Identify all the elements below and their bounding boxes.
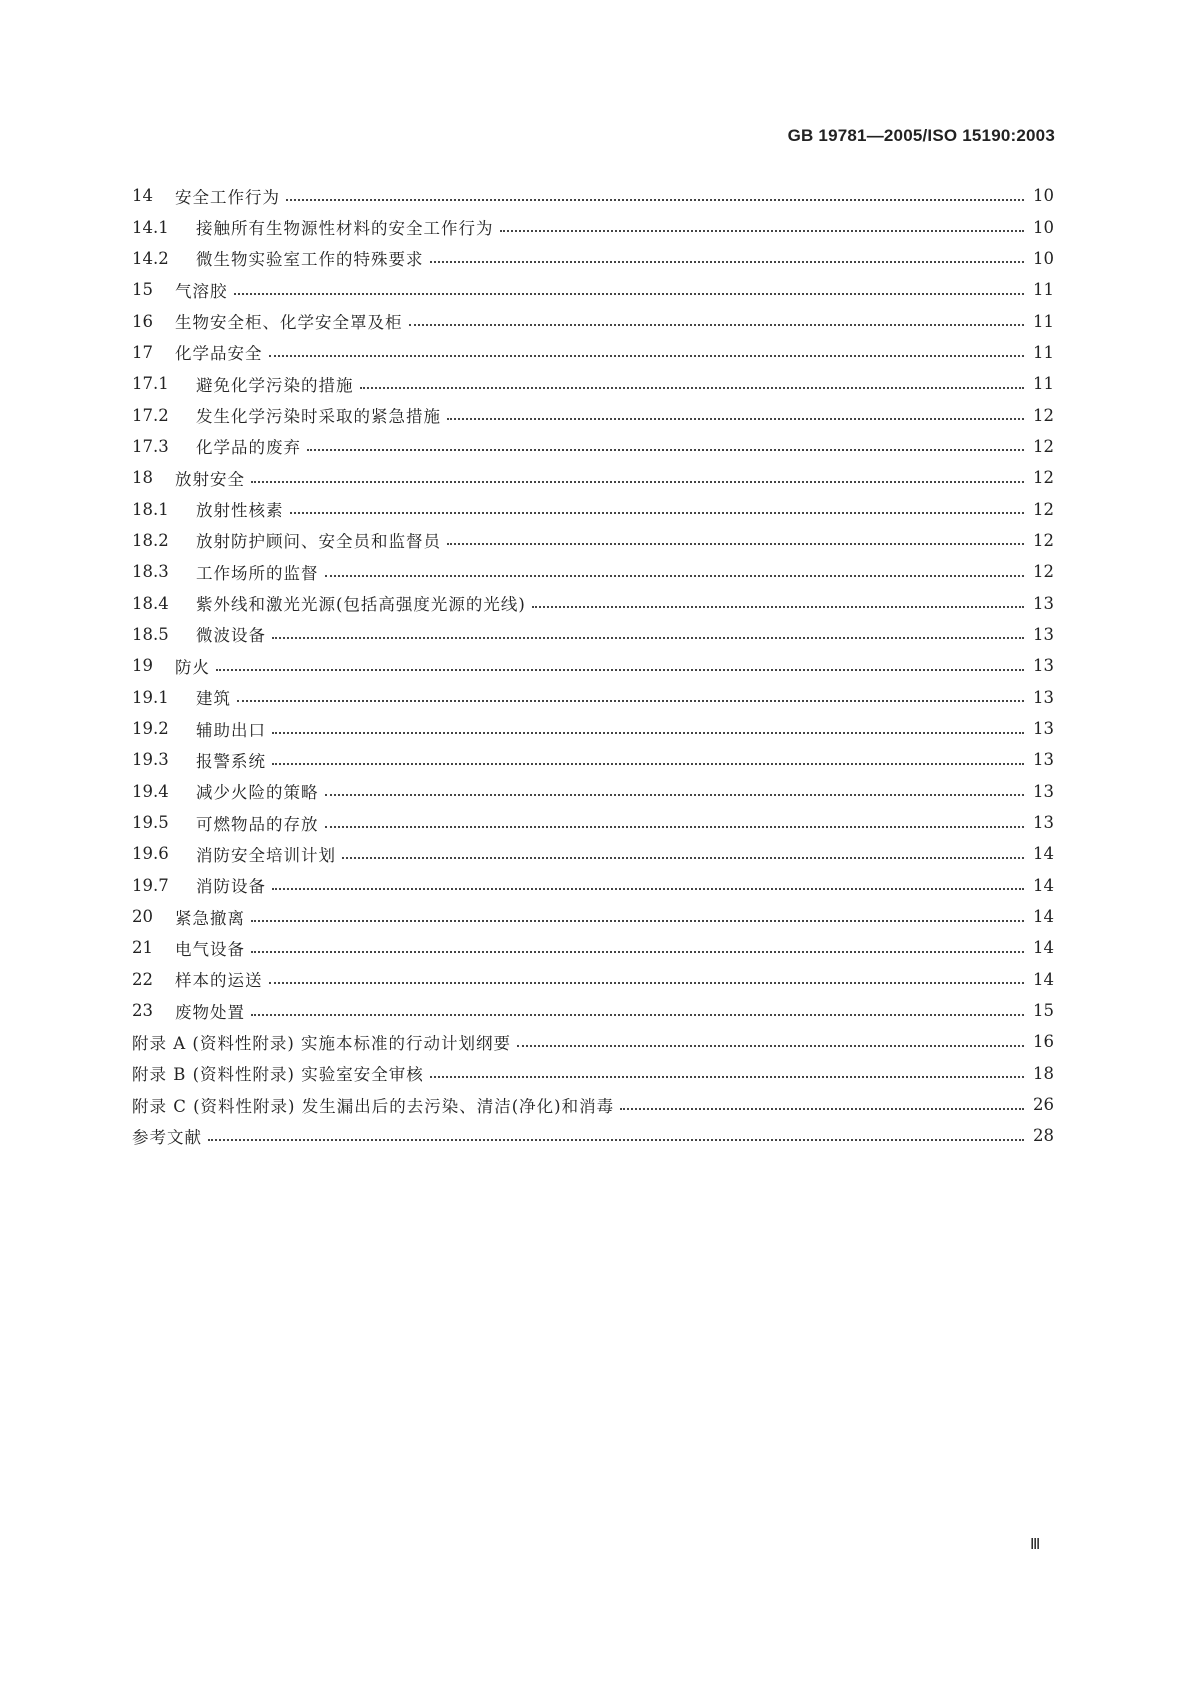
toc-entry-number: 14.1 bbox=[132, 217, 169, 237]
toc-entry-number: 17.3 bbox=[132, 436, 169, 456]
toc-entry-number: 21 bbox=[132, 938, 153, 958]
toc-entry-number: 14.2 bbox=[132, 248, 169, 268]
dot-leader bbox=[251, 909, 1024, 925]
toc-entry-title: 电气设备 bbox=[175, 939, 245, 959]
dot-leader bbox=[237, 689, 1024, 705]
toc-entry-title: 紫外线和激光光源(包括高强度光源的光线) bbox=[196, 595, 526, 615]
toc-entry[interactable] bbox=[132, 587, 1054, 618]
toc-entry-page: 13 bbox=[1033, 750, 1054, 770]
toc-entry[interactable] bbox=[132, 1058, 1054, 1089]
toc-entry[interactable] bbox=[132, 964, 1054, 995]
toc-entry-title: 辅助出口 bbox=[196, 720, 266, 740]
dot-leader bbox=[272, 752, 1024, 768]
toc-entry[interactable] bbox=[132, 243, 1054, 274]
toc-entry[interactable] bbox=[132, 776, 1054, 807]
toc-entry-title: 防火 bbox=[175, 657, 210, 677]
toc-entry[interactable] bbox=[132, 1120, 1054, 1151]
toc-entry-page: 28 bbox=[1033, 1126, 1054, 1146]
dot-leader bbox=[620, 1097, 1024, 1113]
dot-leader bbox=[251, 1003, 1024, 1019]
toc-entry-page: 13 bbox=[1033, 656, 1054, 676]
dot-leader bbox=[430, 1065, 1024, 1081]
toc-entry-title: 接触所有生物源性材料的安全工作行为 bbox=[196, 219, 494, 239]
dot-leader bbox=[286, 188, 1024, 204]
dot-leader bbox=[272, 721, 1024, 737]
toc-entry[interactable] bbox=[132, 368, 1054, 399]
toc-entry-page: 13 bbox=[1033, 781, 1054, 801]
toc-entry-page: 26 bbox=[1033, 1095, 1054, 1115]
toc-entry[interactable] bbox=[132, 870, 1054, 901]
toc-entry-number: 19.2 bbox=[132, 719, 169, 739]
toc-entry[interactable] bbox=[132, 211, 1054, 242]
toc-entry[interactable] bbox=[132, 431, 1054, 462]
toc-entry-page: 10 bbox=[1033, 186, 1054, 206]
toc-entry-title: 放射防护顾问、安全员和监督员 bbox=[196, 532, 441, 552]
toc-entry-page: 13 bbox=[1033, 687, 1054, 707]
toc-entry-title: 消防安全培训计划 bbox=[196, 845, 336, 865]
toc-entry-page: 14 bbox=[1033, 907, 1054, 927]
toc-entry[interactable] bbox=[132, 337, 1054, 368]
toc-entry-page: 11 bbox=[1033, 311, 1054, 331]
standard-code-header: GB 19781—2005/ISO 15190:2003 bbox=[787, 126, 1055, 145]
toc-entry-number: 18.2 bbox=[132, 530, 169, 550]
toc-entry-title: 附录 B (资料性附录) 实验室安全审核 bbox=[132, 1065, 424, 1085]
toc-entry[interactable] bbox=[132, 682, 1054, 713]
toc-entry[interactable] bbox=[132, 901, 1054, 932]
dot-leader bbox=[251, 940, 1024, 956]
toc-entry-title: 建筑 bbox=[196, 689, 231, 709]
toc-entry-number: 18.1 bbox=[132, 499, 169, 519]
dot-leader bbox=[500, 219, 1025, 235]
toc-entry-number: 19 bbox=[132, 656, 153, 676]
toc-entry-page: 14 bbox=[1033, 844, 1054, 864]
toc-entry-number: 17.2 bbox=[132, 405, 169, 425]
dot-leader bbox=[447, 407, 1024, 423]
dot-leader bbox=[234, 282, 1025, 298]
toc-entry[interactable] bbox=[132, 493, 1054, 524]
toc-entry[interactable] bbox=[132, 995, 1054, 1026]
toc-entry-number: 17.1 bbox=[132, 374, 169, 394]
dot-leader bbox=[430, 250, 1025, 266]
toc-entry-page: 13 bbox=[1033, 719, 1054, 739]
toc-entry-number: 14 bbox=[132, 186, 153, 206]
toc-entry-title: 发生化学污染时采取的紧急措施 bbox=[196, 407, 441, 427]
toc-entry-number: 22 bbox=[132, 969, 153, 989]
toc-entry-page: 11 bbox=[1033, 342, 1054, 362]
toc-entry[interactable] bbox=[132, 713, 1054, 744]
toc-entry[interactable] bbox=[132, 807, 1054, 838]
toc-entry-title: 放射安全 bbox=[175, 469, 245, 489]
dot-leader bbox=[208, 1128, 1024, 1144]
dot-leader bbox=[325, 783, 1025, 799]
toc-entry-page: 12 bbox=[1033, 499, 1054, 519]
toc-entry[interactable] bbox=[132, 556, 1054, 587]
toc-entry-title: 化学品安全 bbox=[175, 344, 263, 364]
dot-leader bbox=[290, 501, 1025, 517]
toc-entry-number: 18.4 bbox=[132, 593, 169, 613]
toc-entry-page: 13 bbox=[1033, 813, 1054, 833]
toc-entry-page: 14 bbox=[1033, 938, 1054, 958]
toc-entry-title: 附录 A (资料性附录) 实施本标准的行动计划纲要 bbox=[132, 1033, 512, 1053]
toc-entry-title: 化学品的废弃 bbox=[196, 438, 301, 458]
toc-entry-title: 工作场所的监督 bbox=[196, 563, 319, 583]
toc-entry-title: 放射性核素 bbox=[196, 501, 284, 521]
toc-entry-page: 12 bbox=[1033, 468, 1054, 488]
toc-entry-number: 17 bbox=[132, 342, 153, 362]
toc-entry-title: 样本的运送 bbox=[175, 971, 263, 991]
toc-entry-page: 14 bbox=[1033, 875, 1054, 895]
toc-entry-page: 13 bbox=[1033, 593, 1054, 613]
toc-entry-title: 报警系统 bbox=[196, 751, 266, 771]
toc-entry[interactable] bbox=[132, 1089, 1054, 1120]
toc-entry[interactable] bbox=[132, 650, 1054, 681]
toc-entry-title: 减少火险的策略 bbox=[196, 783, 319, 803]
toc-entry-number: 18.5 bbox=[132, 624, 169, 644]
dot-leader bbox=[269, 344, 1025, 360]
toc-entry-title: 消防设备 bbox=[196, 877, 266, 897]
toc-entry-page: 11 bbox=[1033, 374, 1054, 394]
toc-entry-number: 19.7 bbox=[132, 875, 169, 895]
toc-entry[interactable] bbox=[132, 1026, 1054, 1057]
toc-entry-page: 12 bbox=[1033, 530, 1054, 550]
dot-leader bbox=[269, 971, 1025, 987]
toc-entry-page: 10 bbox=[1033, 217, 1054, 237]
toc-entry[interactable] bbox=[132, 180, 1054, 211]
toc-entry-number: 19.3 bbox=[132, 750, 169, 770]
toc-entry-title: 可燃物品的存放 bbox=[196, 814, 319, 834]
dot-leader bbox=[517, 1034, 1024, 1050]
dot-leader bbox=[325, 815, 1025, 831]
toc-entry[interactable] bbox=[132, 744, 1054, 775]
dot-leader bbox=[532, 595, 1024, 611]
toc-entry-number: 19.6 bbox=[132, 844, 169, 864]
toc-entry-number: 16 bbox=[132, 311, 153, 331]
dot-leader bbox=[307, 438, 1024, 454]
toc-entry-number: 20 bbox=[132, 907, 153, 927]
dot-leader bbox=[325, 564, 1025, 580]
dot-leader bbox=[409, 313, 1025, 329]
dot-leader bbox=[342, 846, 1024, 862]
toc-entry[interactable] bbox=[132, 619, 1054, 650]
toc-entry-number: 19.5 bbox=[132, 813, 169, 833]
dot-leader bbox=[216, 658, 1024, 674]
toc-entry-title: 气溶胶 bbox=[175, 281, 228, 301]
toc-entry-number: 19.4 bbox=[132, 781, 169, 801]
toc-entry-title: 避免化学污染的措施 bbox=[196, 375, 354, 395]
page-number: Ⅲ bbox=[1030, 1537, 1041, 1553]
toc-entry-page: 11 bbox=[1033, 280, 1054, 300]
toc-entry-title: 紧急撤离 bbox=[175, 908, 245, 928]
dot-leader bbox=[251, 470, 1024, 486]
toc-entry-number: 18.3 bbox=[132, 562, 169, 582]
toc-entry-number: 18 bbox=[132, 468, 153, 488]
toc-entry-number: 15 bbox=[132, 280, 153, 300]
toc-entry-page: 16 bbox=[1033, 1032, 1054, 1052]
toc-entry-page: 13 bbox=[1033, 624, 1054, 644]
toc-entry-number: 19.1 bbox=[132, 687, 169, 707]
dot-leader bbox=[272, 877, 1024, 893]
dot-leader bbox=[272, 626, 1024, 642]
toc-entry[interactable] bbox=[132, 932, 1054, 963]
toc-entry-title: 附录 C (资料性附录) 发生漏出后的去污染、清洁(净化)和消毒 bbox=[132, 1096, 615, 1116]
toc-entry-title: 微波设备 bbox=[196, 626, 266, 646]
dot-leader bbox=[447, 532, 1024, 548]
toc-entry-number: 23 bbox=[132, 1001, 153, 1021]
toc-entry-page: 15 bbox=[1033, 1001, 1054, 1021]
toc-entry-page: 18 bbox=[1033, 1063, 1054, 1083]
toc-entry-title: 微生物实验室工作的特殊要求 bbox=[196, 250, 424, 270]
toc-entry[interactable] bbox=[132, 462, 1054, 493]
toc-entry[interactable] bbox=[132, 274, 1054, 305]
toc-entry[interactable] bbox=[132, 399, 1054, 430]
dot-leader bbox=[360, 376, 1025, 392]
toc-entry-title: 废物处置 bbox=[175, 1002, 245, 1022]
toc-entry-title: 参考文献 bbox=[132, 1127, 202, 1147]
toc-entry-page: 12 bbox=[1033, 562, 1054, 582]
toc-entry-page: 12 bbox=[1033, 405, 1054, 425]
table-of-contents bbox=[132, 180, 1054, 1152]
toc-entry-page: 14 bbox=[1033, 969, 1054, 989]
toc-entry[interactable] bbox=[132, 525, 1054, 556]
toc-entry[interactable] bbox=[132, 305, 1054, 336]
toc-entry-title: 生物安全柜、化学安全罩及柜 bbox=[175, 313, 403, 333]
toc-entry-page: 12 bbox=[1033, 436, 1054, 456]
toc-entry-page: 10 bbox=[1033, 248, 1054, 268]
toc-entry[interactable] bbox=[132, 838, 1054, 869]
toc-entry-title: 安全工作行为 bbox=[175, 187, 280, 207]
